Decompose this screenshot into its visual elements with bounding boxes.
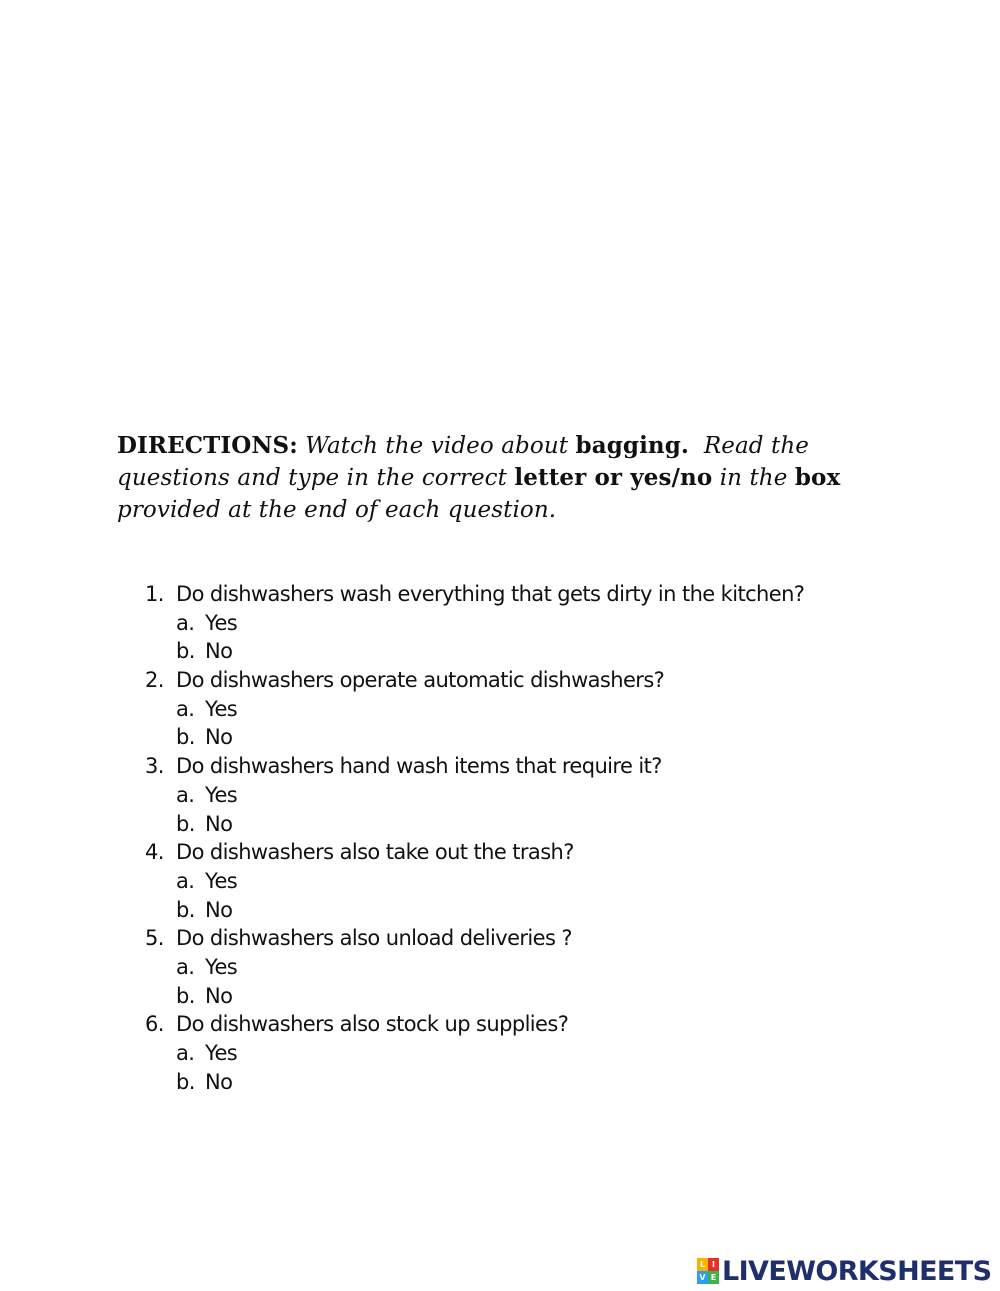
option-text: Yes [205,696,238,721]
option-b [145,1068,945,1097]
option-letter: a. [176,868,195,893]
logo-mark-i: I [708,1258,719,1271]
option-b [145,982,945,1011]
option-letter: a. [176,696,195,721]
question-4 [145,838,945,924]
option-text: No [205,1069,233,1094]
option-text: No [205,983,233,1008]
directions-topic: bagging. [575,432,690,459]
question-number: 5. [145,926,164,951]
question-text: Do dishwashers also stock up supplies? [176,1012,569,1037]
directions-text-3: in the [719,465,788,491]
option-text: Yes [205,610,238,635]
option-letter: b. [176,811,195,836]
question-text: Do dishwashers wash everything that gets dirty in the kitchen? [176,582,805,606]
option-a [145,781,945,810]
question-text: Do dishwashers hand wash items that require it? [176,754,662,779]
option-a [145,953,945,982]
option-text: Yes [205,1041,238,1065]
option-letter: a. [176,782,195,807]
option-b [145,637,945,666]
logo-mark-l: L [697,1258,708,1271]
question-5 [145,924,945,1010]
option-text: No [205,725,233,750]
question-number: 4. [145,840,164,865]
option-letter: b. [176,639,195,664]
directions-label: DIRECTIONS: [117,432,298,459]
directions-text-2: Read the questions and type in the correct [117,433,809,491]
option-text: Yes [205,868,238,893]
question-6 [145,1010,945,1096]
directions-text-1: Watch the video about [305,433,569,459]
option-letter: b. [176,897,195,922]
option-text: No [205,897,233,922]
option-a [145,1039,945,1068]
question-number: 1. [145,582,164,606]
question-number: 6. [145,1012,164,1037]
option-b [145,896,945,925]
question-1 [145,580,945,666]
question-text: Do dishwashers operate automatic dishwashers? [176,668,665,693]
logo-text: LIVEWORKSHEETS [722,1255,992,1287]
logo-mark-icon [697,1258,719,1284]
option-letter: a. [176,1041,195,1065]
option-a [145,695,945,724]
question-list [145,580,945,1096]
option-letter: a. [176,954,195,979]
option-letter: b. [176,1069,195,1094]
option-letter: b. [176,983,195,1008]
logo-mark-e: E [708,1271,719,1284]
question-3 [145,752,945,838]
option-text: Yes [205,782,238,807]
option-text: Yes [205,954,238,979]
option-letter: a. [176,610,195,635]
directions-box-word: box [794,464,841,491]
option-letter: b. [176,725,195,750]
question-text: Do dishwashers also unload deliveries ? [176,926,572,951]
question-number: 3. [145,754,164,779]
directions-paragraph [117,430,877,526]
question-text: Do dishwashers also take out the trash? [176,840,574,865]
liveworksheets-logo [697,1255,991,1287]
option-a [145,609,945,638]
question-number: 2. [145,668,164,693]
option-text: No [205,639,233,664]
option-b [145,723,945,752]
option-a [145,867,945,896]
directions-answer-type: letter or yes/no [514,464,713,491]
logo-mark-v: V [697,1271,708,1284]
option-text: No [205,811,233,836]
directions-text-4: provided at the end of each question. [117,497,557,523]
option-b [145,810,945,839]
question-2 [145,666,945,752]
